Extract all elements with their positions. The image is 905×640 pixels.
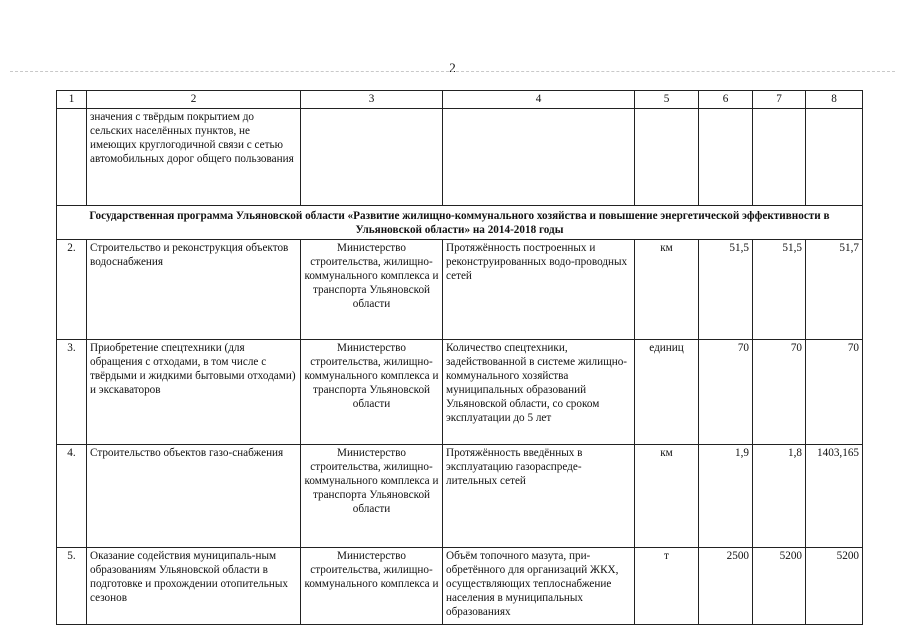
measure-cell: Строительство объектов газо-снабжения [87,445,301,548]
row-number: 4. [57,445,87,548]
unit-cell: т [635,548,699,625]
executor-cell: Министерство строительства, жилищно-коммунального комплекса и [301,548,443,625]
value-cell-6: 51,5 [699,240,753,340]
executor-cell: Министерство строительства, жилищно-коммунального комплекса и транспорта Ульяновской области [301,340,443,445]
row-number: 3. [57,340,87,445]
scan-artifact-line [10,71,895,72]
table-row [57,340,863,445]
column-number-3: 3 [301,91,443,109]
measure-cell: Приобретение спецтехники (для обращения с отходами, в том числе с твёрдыми и жидкими бытовыми отходами) и экскаваторов [87,340,301,445]
value-cell-7: 51,5 [753,240,806,340]
column-number-8: 8 [806,91,863,109]
executor-cell: Министерство строительства, жилищно-коммунального комплекса и транспорта Ульяновской области [301,240,443,340]
unit-cell: км [635,445,699,548]
value-cell-6: 2500 [699,548,753,625]
page-number: 2 [449,60,456,75]
continuation-row [57,109,863,206]
executor-cell: Министерство строительства, жилищно-коммунального комплекса и транспорта Ульяновской области [301,445,443,548]
measure-cell: Строительство и реконструкция объектов водоснабжения [87,240,301,340]
value-cell-7: 70 [753,340,806,445]
indicator-cell: Количество спецтехники, задействованной в системе жилищно-коммунального хозяйства муниципальных образований Ульяновской области, со сроком эксплуатации до 5 лет [443,340,635,445]
unit-cell: км [635,240,699,340]
value-cell-8: 51,7 [806,240,863,340]
continuation-measure-text: значения с твёрдым покрытием до сельских населённых пунктов, не имеющих круглогодичной связи с сетью автомобильных дорог общего пользования [87,109,301,206]
column-number-5: 5 [635,91,699,109]
value-cell-8: 1403,165 [806,445,863,548]
column-number-2: 2 [87,91,301,109]
table-row [57,548,863,625]
value-cell-6: 70 [699,340,753,445]
indicator-cell: Протяжённость построенных и реконструированных водо-проводных сетей [443,240,635,340]
indicator-cell: Протяжённость введённых в эксплуатацию газораспреде-лительных сетей [443,445,635,548]
column-number-1: 1 [57,91,87,109]
value-cell-6: 1,9 [699,445,753,548]
table-row [57,240,863,340]
row-number: 5. [57,548,87,625]
column-number-6: 6 [699,91,753,109]
column-number-row [57,91,863,109]
indicator-cell: Объём топочного мазута, при-обретённого для организаций ЖКХ, осуществляющих теплоснабжение населения в муниципальных образованиях [443,548,635,625]
value-cell-8: 5200 [806,548,863,625]
section-header-row [57,206,863,240]
value-cell-7: 1,8 [753,445,806,548]
measure-cell: Оказание содействия муниципаль-ным образованиям Ульяновской области в подготовке и прохождении отопительных сезонов [87,548,301,625]
value-cell-7: 5200 [753,548,806,625]
program-table [56,90,863,625]
column-number-7: 7 [753,91,806,109]
row-number: 2. [57,240,87,340]
table-row [57,445,863,548]
section-title: Государственная программа Ульяновской области «Развитие жилищно-коммунального хозяйства и повышение энергетической эффективности в Ульяновской области» на 2014-2018 годы [57,206,863,240]
value-cell-8: 70 [806,340,863,445]
column-number-4: 4 [443,91,635,109]
unit-cell: единиц [635,340,699,445]
